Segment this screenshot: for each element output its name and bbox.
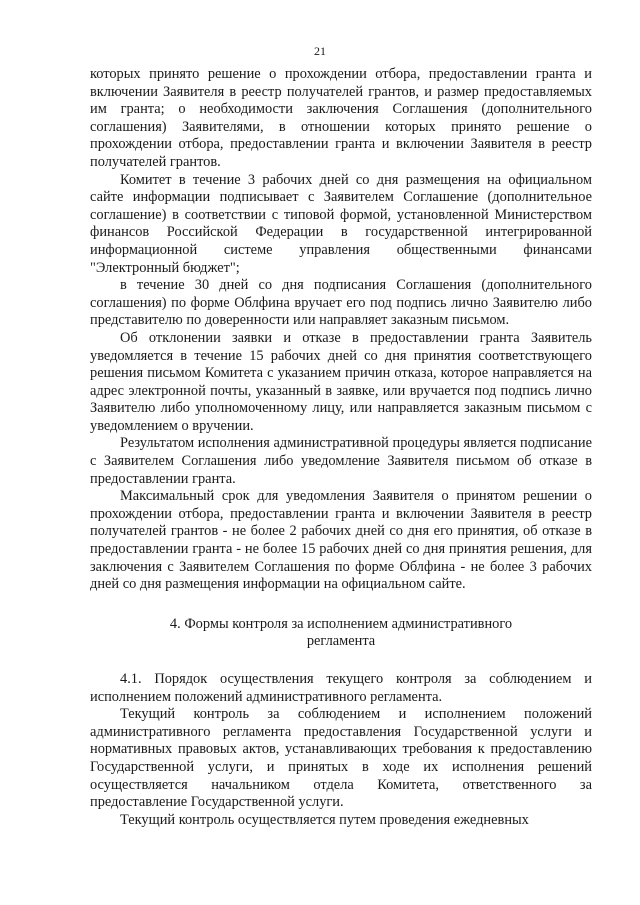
paragraph: Комитет в течение 3 рабочих дней со дня размещения на официальном сайте информации подписывает с Заявителем Соглашение (дополнительное соглашение) в соответствии с типовой формой, установленной Министерством финансов Российской Федерации в государственной интегрированной информационной системе управления общественными финансами "Электронный бюджет"; <box>90 171 592 276</box>
page-number: 21 <box>314 44 326 58</box>
paragraph: 4.1. Порядок осуществления текущего контроля за соблюдением и исполнением положений административного регламента. <box>90 671 592 705</box>
paragraph: в течение 30 дней со дня подписания Соглашения (дополнительного соглашения) по форме Облфина вручает его под подпись лично Заявителю либо представителю по доверенности или направляет заказным письмом. <box>90 277 592 329</box>
paragraph: Текущий контроль осуществляется путем проведения ежедневных <box>120 811 529 828</box>
section-heading-line: 4. Формы контроля за исполнением административного <box>169 615 513 632</box>
paragraph: которых принято решение о прохождении отбора, предоставлении гранта и включении Заявителя в реестр получателей грантов, и размер предоставляемых им гранта; о необходимости заключения Соглашения (дополнительного соглашения) Заявителями, в отношении которых принято решение о прохождении отбора, предоставлении гранта и включении Заявителя в реестр получателей грантов. <box>90 66 592 170</box>
section-heading <box>90 616 592 651</box>
spacer <box>90 651 592 671</box>
paragraph: Об отклонении заявки и отказе в предоставлении гранта Заявитель уведомляется в течение 15 рабочих дней со дня принятия соответствующего решения письмом Комитета с указанием причин отказа, которое направляется на адрес электронной почты, указанный в заявке, или вручается под подпись лично Заявителю либо уполномоченному лицу, или направляется заказным письмом с уведомлением о вручении. <box>90 329 592 434</box>
paragraph: Максимальный срок для уведомления Заявителя о принятом решении о прохождении отбора, предоставлении гранта и включении Заявителя в реестр получателей грантов - не более 2 рабочих дней со дня его принятия, об отказе в предоставлении гранта - не более 15 рабочих дней со дня принятия решения, для заключения с Заявителем Соглашения по форме Облфина - не более 3 рабочих дней со дня размещения информации на официальном сайте. <box>90 488 592 593</box>
spacer <box>90 594 592 616</box>
paragraph: Результатом исполнения административной процедуры является подписание с Заявителем Соглашения либо уведомление Заявителя письмом об отказе в предоставлении гранта. <box>90 435 592 487</box>
section-heading-line: регламента <box>306 633 376 650</box>
paragraph: Текущий контроль за соблюдением и исполнением положений административного регламента предоставления Государственной услуги и нормативных правовых актов, устанавливающих требования к предоставлению Государственной услуги, и принятых в ходе их исполнения решений осуществляется начальником отдела Комитета, ответственного за предоставление Государственной услуги. <box>90 706 592 811</box>
document-body <box>90 66 592 829</box>
